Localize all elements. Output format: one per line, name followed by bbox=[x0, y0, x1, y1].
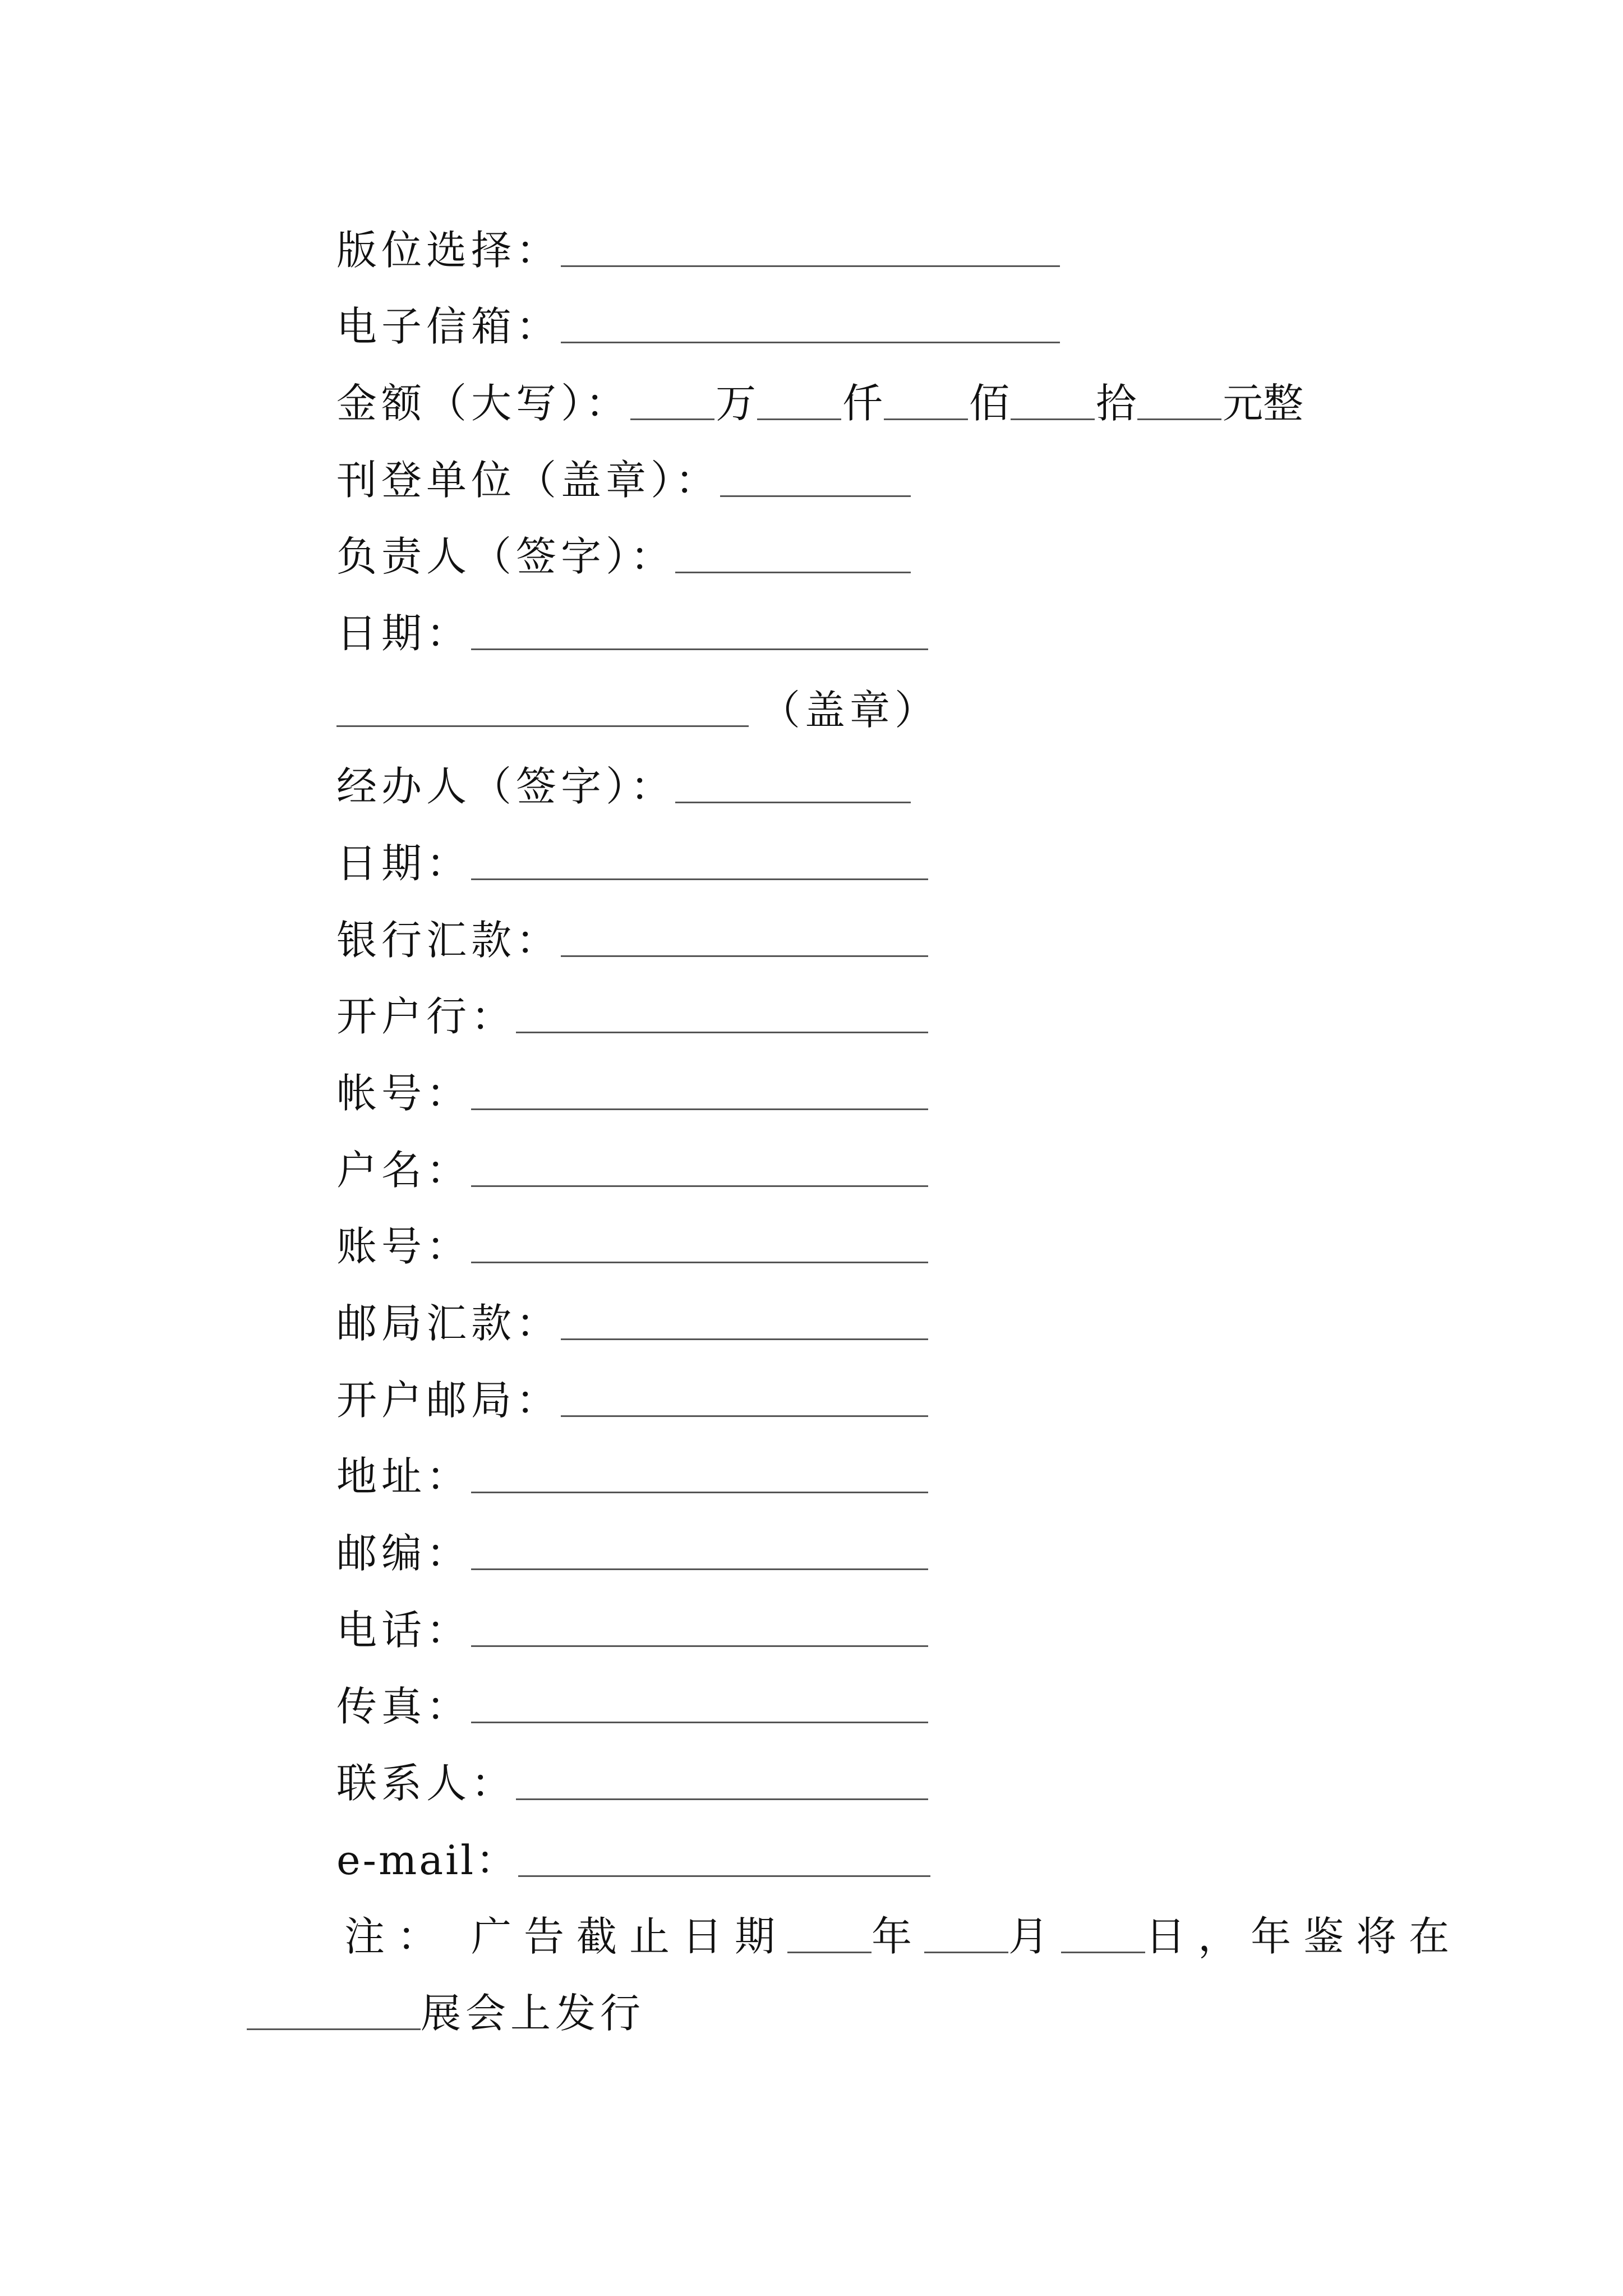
responsible-person-blank[interactable] bbox=[675, 565, 911, 573]
responsible-person-row bbox=[336, 515, 911, 580]
handler-label: 经办人（签字）： bbox=[336, 763, 676, 810]
publisher-unit-label: 刊登单位（盖章）： bbox=[336, 457, 721, 504]
fax-row bbox=[336, 1665, 928, 1730]
post-office-label: 开户邮局： bbox=[336, 1377, 561, 1424]
note-month-blank[interactable] bbox=[924, 1945, 1008, 1953]
note-row bbox=[336, 1895, 1462, 1960]
amount-unit-bai: 佰 bbox=[969, 380, 1010, 427]
contact-label: 联系人： bbox=[336, 1760, 517, 1807]
handler-row bbox=[336, 745, 911, 810]
postal-transfer-blank[interactable] bbox=[561, 1332, 928, 1340]
note-expo-blank[interactable] bbox=[247, 2022, 421, 2030]
note-month-text: 月 bbox=[1008, 1913, 1062, 1960]
note-tail-row bbox=[247, 1972, 645, 2037]
phone-blank[interactable] bbox=[471, 1639, 928, 1647]
date2-row bbox=[336, 822, 928, 887]
email2-label: e-mail： bbox=[336, 1837, 519, 1884]
account-name-blank[interactable] bbox=[471, 1179, 928, 1187]
bank-label: 开户行： bbox=[336, 993, 517, 1040]
seal-row bbox=[336, 669, 940, 734]
bank-transfer-blank[interactable] bbox=[561, 949, 928, 957]
email2-blank[interactable] bbox=[518, 1869, 930, 1877]
amount-blank-3[interactable] bbox=[884, 412, 968, 420]
note-tail-text: 展会上发行 bbox=[421, 1990, 645, 2037]
amount-blank-1[interactable] bbox=[630, 412, 714, 420]
postcode-label: 邮编： bbox=[336, 1530, 472, 1577]
layout-select-label: 版位选择： bbox=[336, 227, 561, 274]
amount-unit-yuan: 元整 bbox=[1223, 380, 1304, 427]
amount-row bbox=[336, 362, 1304, 427]
fax-label: 传真： bbox=[336, 1683, 472, 1730]
postal-transfer-label: 邮局汇款： bbox=[336, 1300, 561, 1347]
seal-blank[interactable] bbox=[336, 719, 749, 727]
date1-label: 日期： bbox=[336, 610, 472, 657]
amount-blank-2[interactable] bbox=[757, 412, 841, 420]
account-name-label: 户名： bbox=[336, 1147, 472, 1194]
layout-select-blank[interactable] bbox=[561, 259, 1060, 267]
amount-unit-wan: 万 bbox=[716, 380, 757, 427]
bank-row bbox=[336, 975, 928, 1040]
note-day-text: 日，年鉴将在 bbox=[1145, 1913, 1462, 1960]
note-prefix: 注： bbox=[344, 1913, 450, 1960]
fax-blank[interactable] bbox=[471, 1715, 928, 1723]
date2-label: 日期： bbox=[336, 840, 472, 887]
bank-transfer-row bbox=[336, 899, 928, 964]
email2-row bbox=[336, 1819, 930, 1884]
postcode-blank[interactable] bbox=[471, 1562, 928, 1570]
contact-blank[interactable] bbox=[516, 1792, 928, 1800]
account-no2-label: 账号： bbox=[336, 1223, 472, 1270]
publisher-unit-blank[interactable] bbox=[720, 489, 911, 497]
address-row bbox=[336, 1435, 928, 1500]
phone-label: 电话： bbox=[336, 1607, 472, 1654]
seal-label: （盖章） bbox=[760, 687, 940, 734]
account-name-row bbox=[336, 1129, 928, 1194]
email-row bbox=[336, 285, 1060, 350]
date2-blank[interactable] bbox=[471, 872, 928, 880]
note-deadline-text: 广告截止日期 bbox=[471, 1913, 788, 1960]
note-year-blank[interactable] bbox=[787, 1945, 872, 1953]
email-blank[interactable] bbox=[561, 335, 1060, 343]
note-year-text: 年 bbox=[872, 1913, 925, 1960]
date1-row bbox=[336, 592, 928, 657]
bank-blank[interactable] bbox=[516, 1025, 928, 1033]
responsible-person-label: 负责人（签字）： bbox=[336, 533, 676, 580]
account-no2-blank[interactable] bbox=[471, 1255, 928, 1263]
contact-row bbox=[336, 1742, 928, 1807]
phone-row bbox=[336, 1589, 928, 1654]
amount-label: 金额（大写）： bbox=[336, 380, 631, 427]
amount-unit-shi: 拾 bbox=[1096, 380, 1137, 427]
post-office-row bbox=[336, 1359, 928, 1424]
amount-blank-5[interactable] bbox=[1137, 412, 1221, 420]
date1-blank[interactable] bbox=[471, 642, 928, 650]
amount-blank-4[interactable] bbox=[1011, 412, 1095, 420]
post-office-blank[interactable] bbox=[561, 1409, 928, 1417]
bank-transfer-label: 银行汇款： bbox=[336, 917, 561, 964]
amount-unit-qian: 仟 bbox=[842, 380, 883, 427]
address-label: 地址： bbox=[336, 1453, 472, 1500]
account-no-label: 帐号： bbox=[336, 1070, 472, 1117]
handler-blank[interactable] bbox=[675, 795, 911, 803]
account-no2-row bbox=[336, 1205, 928, 1270]
note-day-blank[interactable] bbox=[1061, 1945, 1145, 1953]
account-no-row bbox=[336, 1052, 928, 1117]
email-label: 电子信箱： bbox=[336, 303, 561, 350]
postcode-row bbox=[336, 1512, 928, 1577]
address-blank[interactable] bbox=[471, 1485, 928, 1493]
account-no-blank[interactable] bbox=[471, 1102, 928, 1110]
postal-transfer-row bbox=[336, 1282, 928, 1347]
layout-select-row bbox=[336, 209, 1060, 274]
publisher-unit-row bbox=[336, 439, 911, 504]
